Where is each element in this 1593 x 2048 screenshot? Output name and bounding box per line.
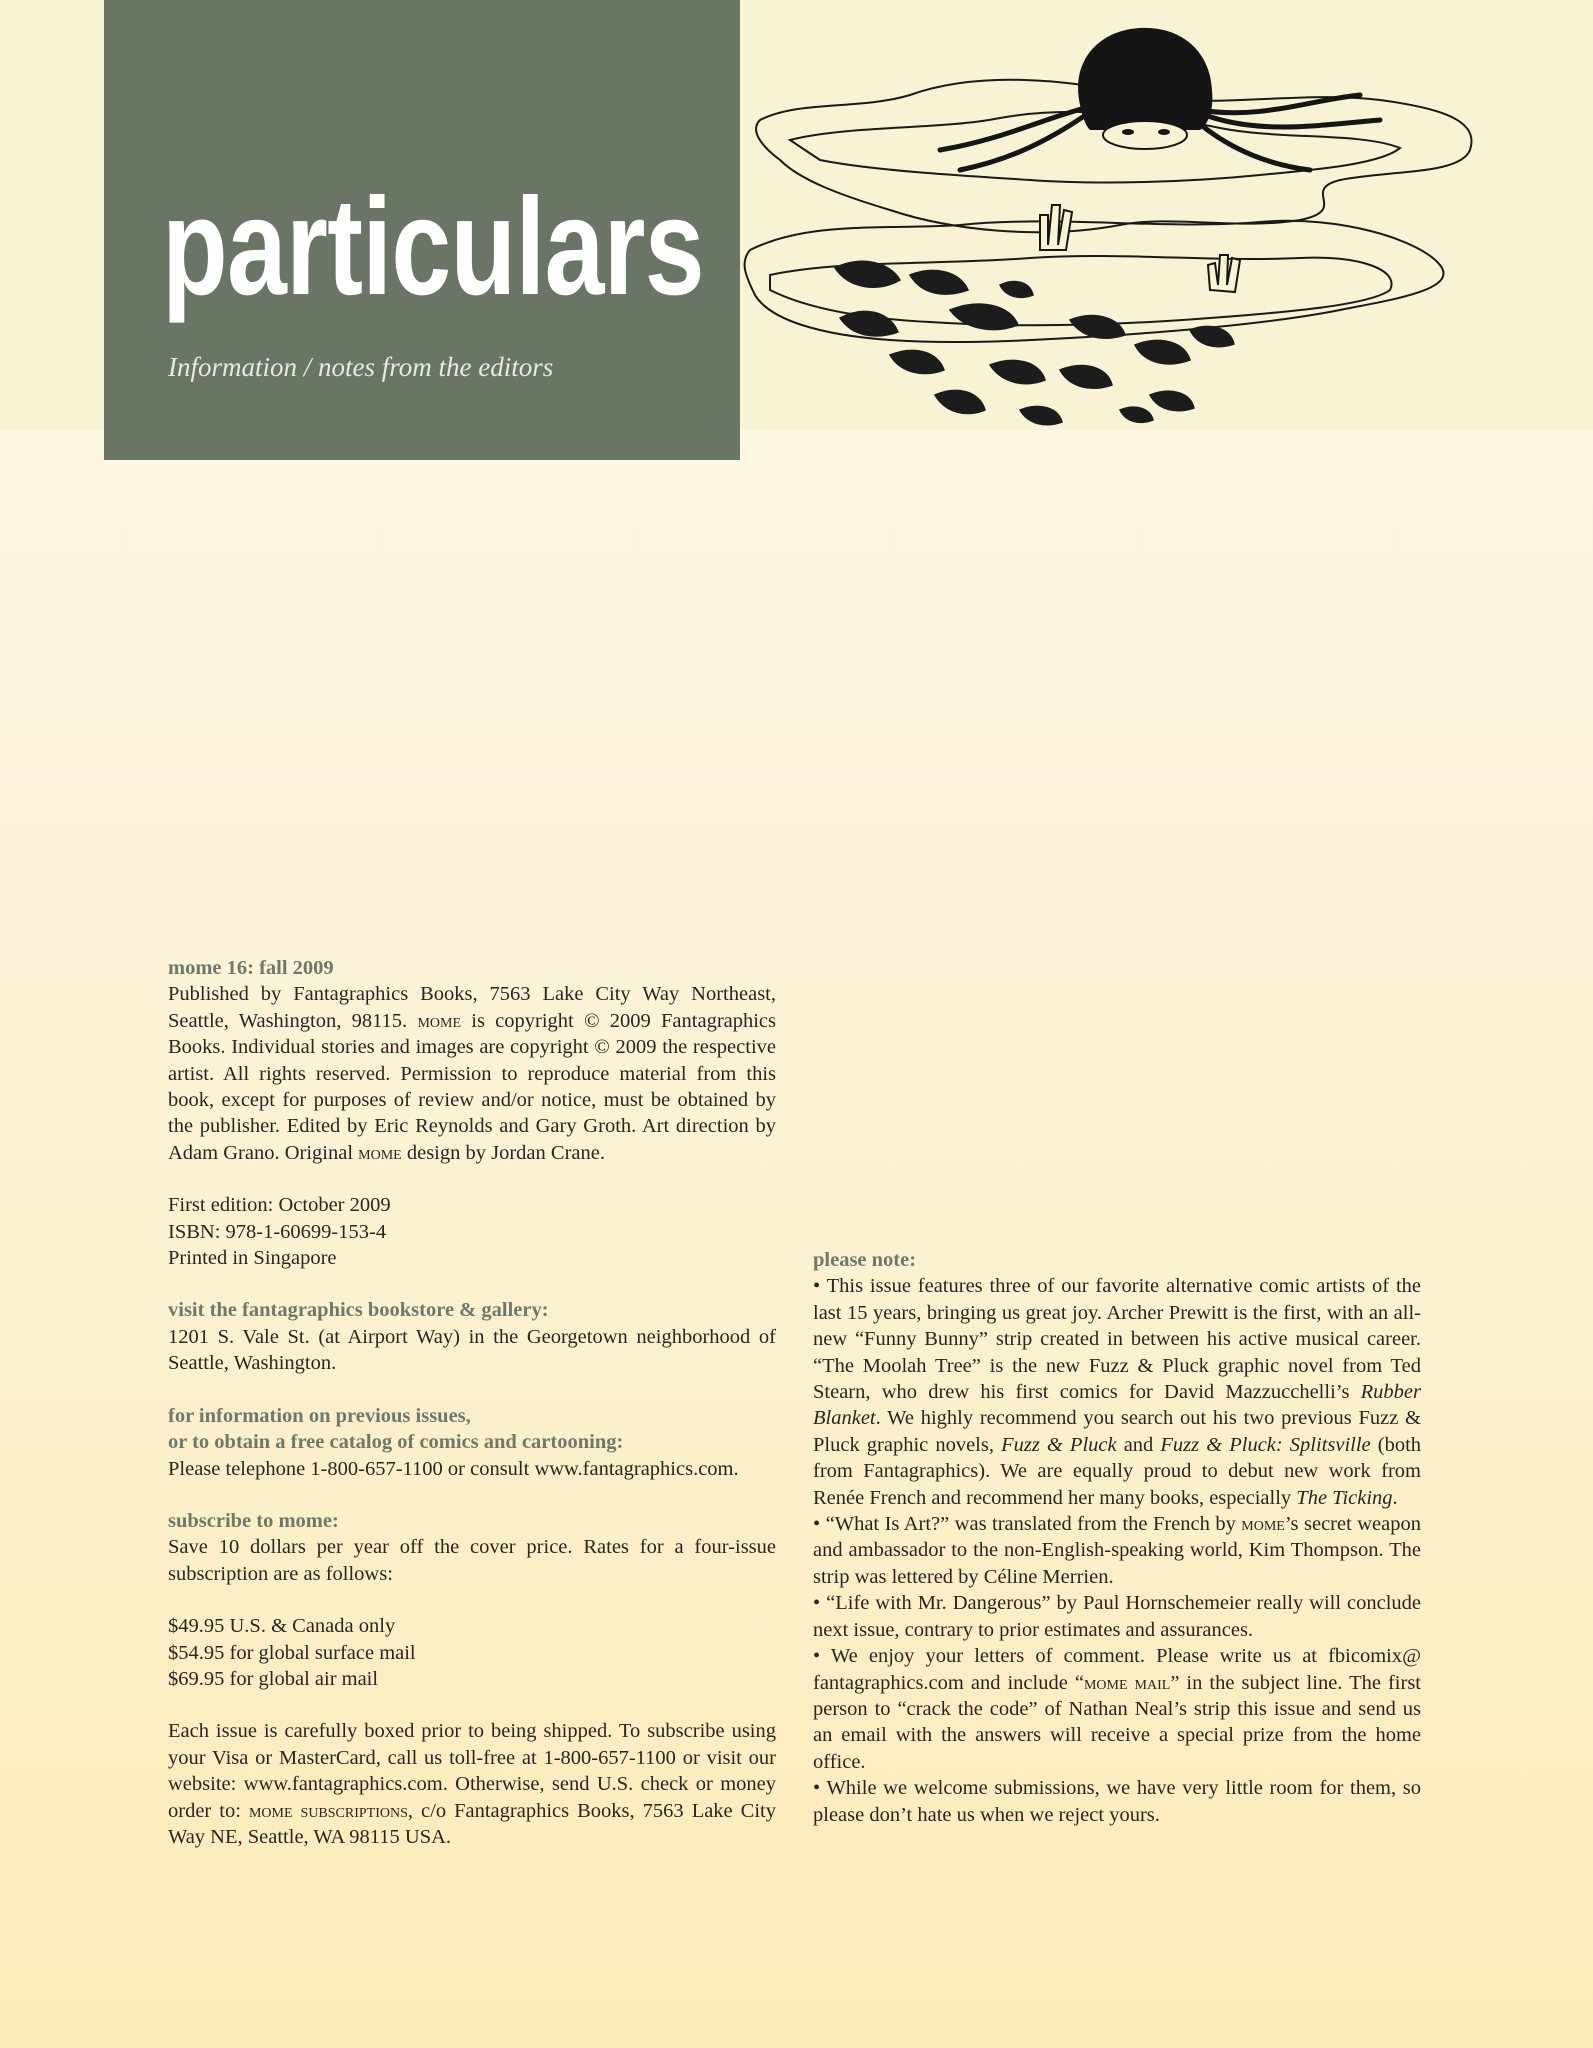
leaf <box>890 350 944 373</box>
leaf <box>990 360 1045 383</box>
leaf <box>840 311 898 336</box>
leaf <box>1150 391 1194 410</box>
bookstore-heading: visit the fantagraphics bookstore & gallery: <box>168 1299 549 1322</box>
leaf <box>910 270 968 294</box>
info-text: Please telephone 1-800-657-1100 or consult www.fantagraphics.com. <box>168 1457 739 1480</box>
header-illustration <box>740 0 1593 430</box>
note-item: • This issue features three of our favorite alternative comic artists of the last 15 years, bringing us great joy. Archer Prewitt is the first, with an all-new “Funny Bunny” strip created in between his active musical career. “The Moolah Tree” is the new Fuzz & Pluck graphic novel from Ted Stearn, who drew his first comics for David Mazzucchelli’s Rubber Blanket. We highly recommend you search out his two previous Fuzz & Pluck graphic novels, Fuzz & Pluck and Fuzz & Pluck: Splitsville (both from Fantagraphics). We are equally proud to debut new work from Renée French and recommend her many books, especially The Ticking. <box>813 1275 1422 1509</box>
issue-heading: mome 16: fall 2009 <box>168 957 334 979</box>
right-column <box>813 1247 1421 1828</box>
leaf <box>1000 282 1033 298</box>
note-item: • “What Is Art?” was translated from the French by mome’s secret weapon and ambassador to the non-English-speaking world, Kim Thompson. The strip was lettered by Céline Merrien. <box>813 1513 1421 1588</box>
woman-head <box>940 28 1380 170</box>
leaf <box>1120 407 1153 422</box>
edition-line: First edition: October 2009 <box>168 1194 391 1217</box>
subscribe-text: Save 10 dollars per year off the cover price. Rates for a four-issue subscription are as follows: <box>168 1536 776 1585</box>
left-column <box>168 955 776 1850</box>
page-subtitle: Information / notes from the editors <box>168 352 554 382</box>
isbn-line: ISBN: 978-1-60699-153-4 <box>168 1220 387 1243</box>
page-title: particulars <box>162 170 704 324</box>
leaf <box>1190 326 1234 346</box>
note-item: • While we welcome submissions, we have very little room for them, so please don’t hate us when we reject yours. <box>813 1777 1421 1826</box>
leaf <box>1135 340 1190 363</box>
hand-right <box>1208 255 1240 292</box>
printed-line: Printed in Singapore <box>168 1247 337 1270</box>
note-item: • We enjoy your letters of comment. Please write us at fbicomix@ fantagraphics.com and include “mome mail” in the subject line. The first person to “crack the code” of Nathan Neal’s strip this issue and send us an email with the answers will receive a special prize from the home office. <box>813 1645 1421 1773</box>
leaf <box>1060 366 1112 389</box>
publisher-paragraph: Published by Fantagraphics Books, 7563 Lake City Way Northeast, Seattle, Washington, 98115. mome is copyright © 2009 Fantagraphics Books. Individual stories and images are copyright © 2009 the respective artist. All rights reserved. Permission to reproduce material from this book, except for purposes of review and/or notice, must be obtained by the publisher. Edited by Eric Reynolds and Gary Groth. Art direction by Adam Grano. Original mome design by Jordan Crane. <box>168 983 777 1164</box>
leaf <box>935 390 985 413</box>
title-block <box>104 0 740 460</box>
subscribe-heading: subscribe to mome: <box>168 1509 339 1532</box>
shipping-paragraph: Each issue is carefully boxed prior to being shipped. To subscribe using your Visa or MasterCard, call us toll-free at 1-800-657-1100 or visit our website: www.fantagraphics.com. Otherwise, send U.S. check or money order to: mome subscriptions, c/o Fantagraphics Books, 7563 Lake City Way NE, Seattle, WA 98115 USA. <box>168 1720 776 1848</box>
rate-line: $49.95 U.S. & Canada only <box>168 1615 396 1638</box>
note-heading: please note: <box>813 1249 917 1271</box>
rate-line: $69.95 for global air mail <box>168 1667 379 1690</box>
note-item: • “Life with Mr. Dangerous” by Paul Hornschemeier really will conclude next issue, contrary to prior estimates and assurances. <box>813 1592 1421 1641</box>
leaf <box>1070 316 1125 339</box>
hand-left <box>1040 205 1072 250</box>
rate-line: $54.95 for global surface mail <box>168 1641 416 1664</box>
bookstore-text: 1201 S. Vale St. (at Airport Way) in the Georgetown neighborhood of Seattle, Washington. <box>168 1325 776 1375</box>
leaf <box>950 304 1018 329</box>
leaf <box>835 261 900 287</box>
leaf <box>1020 406 1062 424</box>
info-heading: for information on previous issues, or to obtain a free catalog of comics and cartooning: <box>168 1404 624 1454</box>
